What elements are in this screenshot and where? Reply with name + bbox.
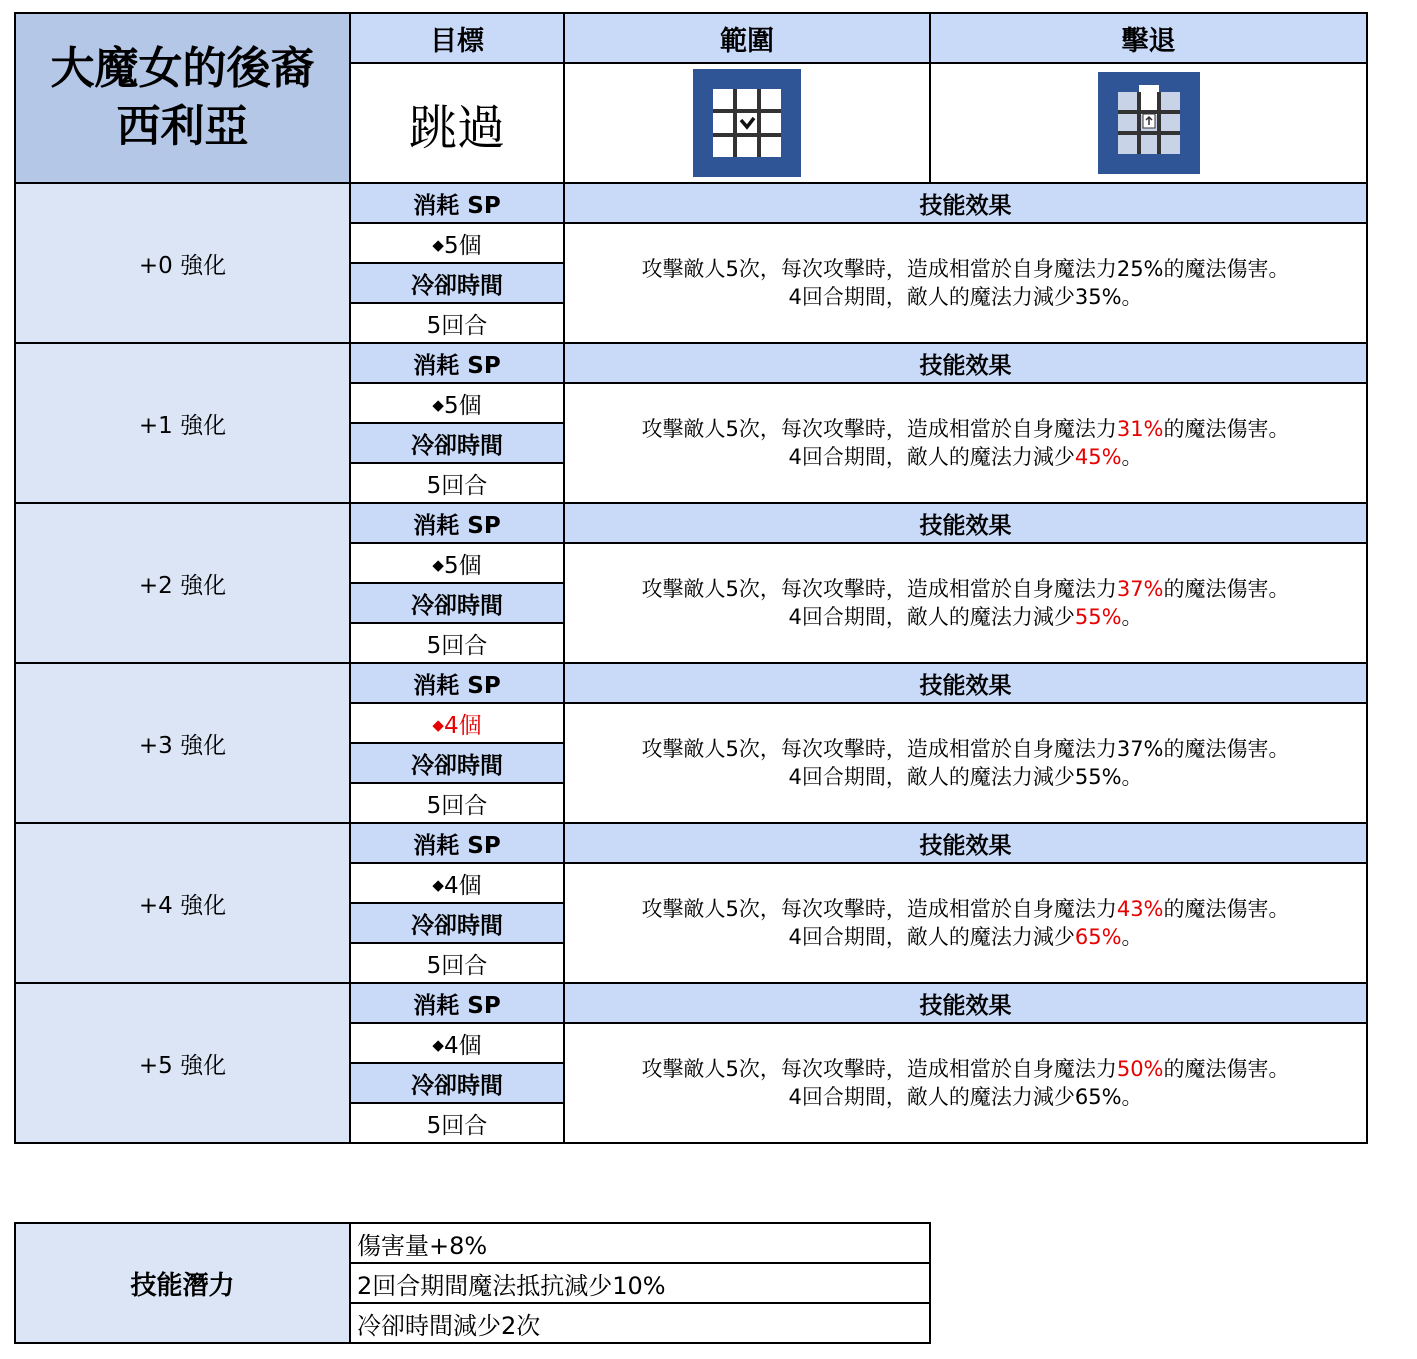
cooldown-value: 5回合 [350,463,564,503]
sp-header: 消耗 SP [350,663,564,703]
sp-header: 消耗 SP [350,503,564,543]
cooldown-header: 冷卻時間 [350,903,564,943]
sp-value [350,703,564,743]
effect-line-1 [565,415,1366,443]
sp-value [350,543,564,583]
level-label: +2 強化 [15,503,350,663]
effect-line-1 [565,1055,1366,1083]
effect-line2-suffix: 。 [1121,1085,1143,1109]
cooldown-header: 冷卻時間 [350,1063,564,1103]
sp-amount: 4個 [443,1032,482,1059]
effect-line2-suffix: 。 [1121,445,1143,469]
cooldown-header: 冷卻時間 [350,263,564,303]
effect-line-2 [565,923,1366,951]
sp-header: 消耗 SP [350,183,564,223]
sp-value [350,863,564,903]
effect-header: 技能效果 [564,823,1367,863]
damage-percent: 37% [1116,737,1164,761]
knockback-header: 擊退 [930,13,1367,63]
effect-line-2 [565,1083,1366,1111]
cooldown-value: 5回合 [350,783,564,823]
sp-amount: 5個 [443,552,482,579]
effect-line1-suffix: 的魔法傷害。 [1163,417,1290,441]
effect-line-1 [565,255,1366,283]
effect-header: 技能效果 [564,663,1367,703]
diamond-icon: ◆ [432,235,444,254]
effect-line2-suffix: 。 [1121,285,1143,309]
effect-text [564,383,1367,503]
target-value: 跳過 [350,63,564,183]
effect-line1-prefix: 攻擊敵人5次，每次攻擊時，造成相當於自身魔法力 [641,577,1117,601]
effect-line2-prefix: 4回合期間，敵人的魔法力減少 [788,445,1075,469]
effect-text [564,543,1367,663]
diamond-icon: ◆ [432,395,444,414]
effect-text [564,863,1367,983]
cooldown-value: 5回合 [350,1103,564,1143]
diamond-icon: ◆ [432,555,444,574]
range-header: 範圍 [564,13,930,63]
effect-line1-prefix: 攻擊敵人5次，每次攻擊時，造成相當於自身魔法力 [641,257,1117,281]
sp-amount: 4個 [443,872,482,899]
cooldown-header: 冷卻時間 [350,423,564,463]
effect-line1-prefix: 攻擊敵人5次，每次攻擊時，造成相當於自身魔法力 [641,1057,1117,1081]
knockback-cell [930,63,1367,183]
effect-line2-suffix: 。 [1121,925,1143,949]
effect-line2-suffix: 。 [1121,605,1143,629]
sp-header: 消耗 SP [350,983,564,1023]
sp-header: 消耗 SP [350,343,564,383]
level-label: +5 強化 [15,983,350,1143]
effect-line2-prefix: 4回合期間，敵人的魔法力減少 [788,605,1075,629]
potential-item: 傷害量+8% [350,1223,930,1263]
effect-line2-suffix: 。 [1121,765,1143,789]
effect-line-1 [565,575,1366,603]
damage-percent: 31% [1116,417,1164,441]
cooldown-value: 5回合 [350,943,564,983]
reduce-percent: 45% [1074,445,1122,469]
sp-value [350,383,564,423]
cooldown-header: 冷卻時間 [350,583,564,623]
cooldown-value: 5回合 [350,303,564,343]
effect-line1-suffix: 的魔法傷害。 [1163,897,1290,921]
effect-line1-suffix: 的魔法傷害。 [1163,577,1290,601]
skill-table [14,12,1368,1144]
cooldown-header: 冷卻時間 [350,743,564,783]
diamond-icon: ◆ [432,715,444,734]
effect-line-2 [565,603,1366,631]
effect-text [564,1023,1367,1143]
damage-percent: 37% [1116,577,1164,601]
potential-label: 技能潛力 [15,1223,350,1343]
effect-line2-prefix: 4回合期間，敵人的魔法力減少 [788,285,1075,309]
effect-line1-prefix: 攻擊敵人5次，每次攻擊時，造成相當於自身魔法力 [641,737,1117,761]
potential-item: 冷卻時間減少2次 [350,1303,930,1343]
sp-header: 消耗 SP [350,823,564,863]
effect-line-2 [565,763,1366,791]
damage-percent: 50% [1116,1057,1164,1081]
reduce-percent: 55% [1074,605,1122,629]
effect-line1-suffix: 的魔法傷害。 [1163,737,1290,761]
potential-table [14,1222,931,1344]
skill-title-line1: 大魔女的後裔 [50,43,315,94]
potential-item: 2回合期間魔法抵抗減少10% [350,1263,930,1303]
effect-text [564,703,1367,823]
diamond-icon: ◆ [432,1035,444,1054]
sp-amount: 5個 [443,232,482,259]
damage-percent: 25% [1116,257,1164,281]
range-grid-icon [693,69,801,177]
effect-line1-prefix: 攻擊敵人5次，每次攻擊時，造成相當於自身魔法力 [641,417,1117,441]
effect-line1-suffix: 的魔法傷害。 [1163,257,1290,281]
effect-line2-prefix: 4回合期間，敵人的魔法力減少 [788,1085,1075,1109]
effect-line2-prefix: 4回合期間，敵人的魔法力減少 [788,765,1075,789]
effect-line-1 [565,895,1366,923]
effect-header: 技能效果 [564,183,1367,223]
effect-line-2 [565,443,1366,471]
reduce-percent: 65% [1074,925,1122,949]
reduce-percent: 65% [1074,1085,1122,1109]
effect-line1-suffix: 的魔法傷害。 [1163,1057,1290,1081]
target-header: 目標 [350,13,564,63]
cooldown-value: 5回合 [350,623,564,663]
level-label: +4 強化 [15,823,350,983]
skill-title-line2: 西利亞 [116,101,249,152]
effect-line-2 [565,283,1366,311]
knockback-grid-icon [1098,72,1200,174]
level-label: +1 強化 [15,343,350,503]
damage-percent: 43% [1116,897,1164,921]
reduce-percent: 55% [1074,765,1122,789]
effect-line2-prefix: 4回合期間，敵人的魔法力減少 [788,925,1075,949]
sp-value [350,223,564,263]
skill-title-cell [15,13,350,183]
sp-amount: 5個 [443,392,482,419]
effect-header: 技能效果 [564,983,1367,1023]
reduce-percent: 35% [1074,285,1122,309]
effect-header: 技能效果 [564,343,1367,383]
level-label: +3 強化 [15,663,350,823]
effect-header: 技能效果 [564,503,1367,543]
effect-text [564,223,1367,343]
diamond-icon: ◆ [432,875,444,894]
sp-value [350,1023,564,1063]
level-label: +0 強化 [15,183,350,343]
effect-line1-prefix: 攻擊敵人5次，每次攻擊時，造成相當於自身魔法力 [641,897,1117,921]
range-cell [564,63,930,183]
sp-amount: 4個 [443,712,482,739]
effect-line-1 [565,735,1366,763]
